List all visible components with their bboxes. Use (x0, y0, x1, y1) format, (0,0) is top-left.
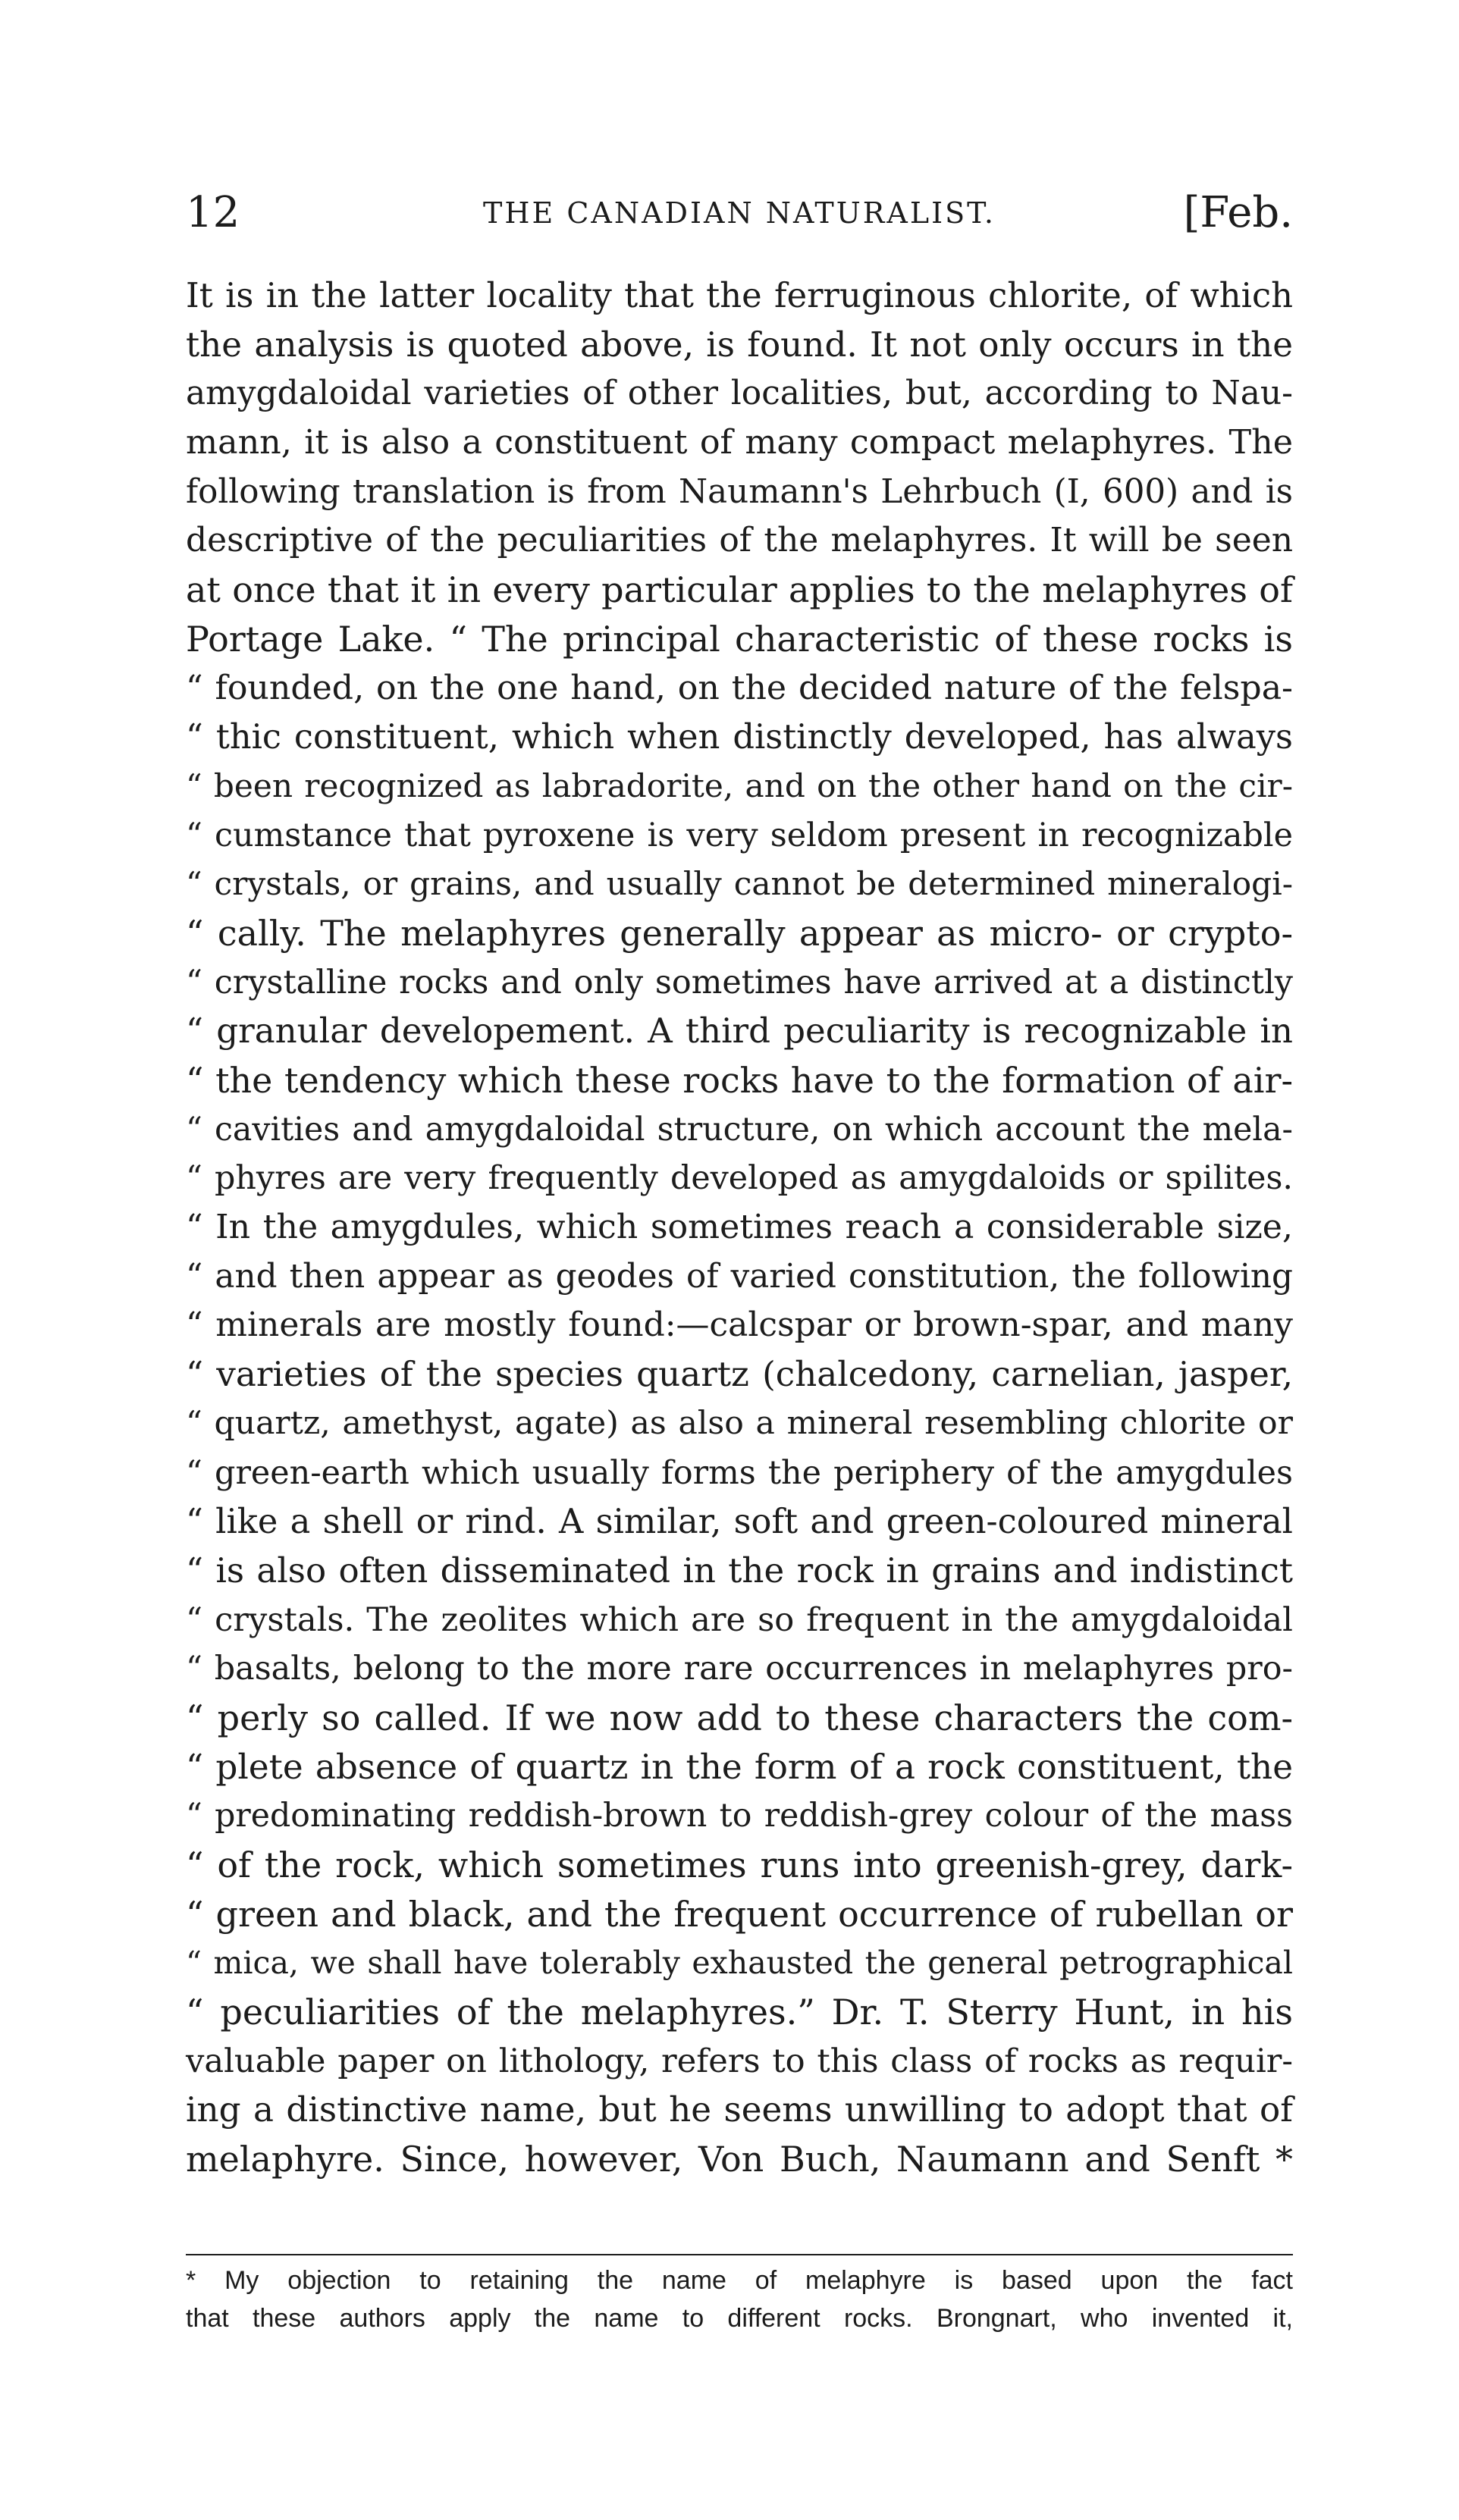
text-line: amygdaloidal varieties of other localities, but, according to Nau- (186, 374, 1293, 413)
text-line: melaphyre. Since, however, Von Buch, Naumann and Senft * (186, 2139, 1293, 2180)
text-line: “ and then appear as geodes of varied constitution, the following (186, 1256, 1293, 1296)
text-line: “ cavities and amygdaloidal structure, on which account the mela- (186, 1110, 1293, 1149)
text-line: ing a distinctive name, but he seems unwilling to adopt that of (186, 2089, 1293, 2130)
text-line: “ the tendency which these rocks have to the formation of air- (186, 1060, 1293, 1101)
text-line: “ plete absence of quartz in the form of a rock constituent, the (186, 1746, 1293, 1787)
text-line: “ like a shell or rind. A similar, soft and green-coloured mineral (186, 1501, 1293, 1542)
body-text (186, 271, 1293, 2184)
text-line: following translation is from Naumann's Lehrbuch (I, 600) and is (186, 472, 1293, 511)
text-line: “ of the rock, which sometimes runs into greenish-grey, dark- (186, 1845, 1293, 1885)
text-line: “ minerals are mostly found:—calcspar or brown-spar, and many (186, 1305, 1293, 1345)
text-line: “ varieties of the species quartz (chalcedony, carnelian, jasper, (186, 1354, 1293, 1395)
text-line: “ crystalline rocks and only sometimes have arrived at a distinctly (186, 963, 1293, 1001)
text-line: Portage Lake. “ The principal characteristic of these rocks is (186, 618, 1293, 660)
text-line: “ phyres are very frequently developed as amygdaloids or spilites. (186, 1159, 1293, 1198)
header-month: [Feb. (1183, 188, 1293, 237)
page-number: 12 (186, 188, 240, 237)
text-line: “ thic constituent, which when distinctly developed, has always (186, 717, 1293, 757)
text-line: the analysis is quoted above, is found. It not only occurs in the (186, 324, 1293, 365)
text-line: “ cally. The melaphyres generally appear as micro- or crypto- (186, 912, 1293, 954)
text-line: mann, it is also a constituent of many compact melaphyres. The (186, 423, 1293, 462)
text-line: valuable paper on lithology, refers to this class of rocks as requir- (186, 2042, 1293, 2080)
text-line: “ crystals. The zeolites which are so frequent in the amygdaloidal (186, 1600, 1293, 1639)
text-line: “ predominating reddish-brown to reddish-grey colour of the mass (186, 1797, 1293, 1835)
text-line: “ mica, we shall have tolerably exhausted the general petrographical (186, 1945, 1293, 1982)
page-header (186, 179, 1293, 247)
text-line: “ green and black, and the frequent occurrence of rubellan or (186, 1893, 1293, 1935)
text-line: “ In the amygdules, which sometimes reach a considerable size, (186, 1208, 1293, 1247)
footnote-line: * My objection to retaining the name of melaphyre is based upon the fact (186, 2266, 1293, 2295)
text-line: “ basalts, belong to the more rare occurrences in melaphyres pro- (186, 1650, 1293, 1688)
text-line: “ granular developement. A third peculiarity is recognizable in (186, 1011, 1293, 1052)
text-line: “ peculiarities of the melaphyres.” Dr. T. Sterry Hunt, in his (186, 1992, 1293, 2033)
text-line: It is in the latter locality that the ferruginous chlorite, of which (186, 275, 1293, 315)
text-line: “ green-earth which usually forms the periphery of the amygdules (186, 1453, 1293, 1492)
text-line: “ perly so called. If we now add to these characters the com- (186, 1697, 1293, 1738)
text-line: descriptive of the peculiarities of the melaphyres. It will be seen (186, 521, 1293, 560)
text-line: at once that it in every particular applies to the melaphyres of (186, 569, 1293, 611)
text-line: “ founded, on the one hand, on the decided nature of the felspa- (186, 668, 1293, 707)
text-line: “ crystals, or grains, and usually cannot be determined mineralogi- (186, 865, 1293, 903)
text-line: “ been recognized as labradorite, and on the other hand on the cir- (186, 766, 1293, 804)
footnote (186, 2254, 1293, 2337)
text-line: “ quartz, amethyst, agate) as also a mineral resembling chlorite or (186, 1404, 1293, 1442)
text-line: “ is also often disseminated in the rock in grains and indistinct (186, 1550, 1293, 1591)
running-title: THE CANADIAN NATURALIST. (483, 196, 996, 230)
text-line: “ cumstance that pyroxene is very seldom present in recognizable (186, 816, 1293, 854)
footnote-line: that these authors apply the name to different rocks. Brongnart, who invented it, (186, 2304, 1293, 2333)
